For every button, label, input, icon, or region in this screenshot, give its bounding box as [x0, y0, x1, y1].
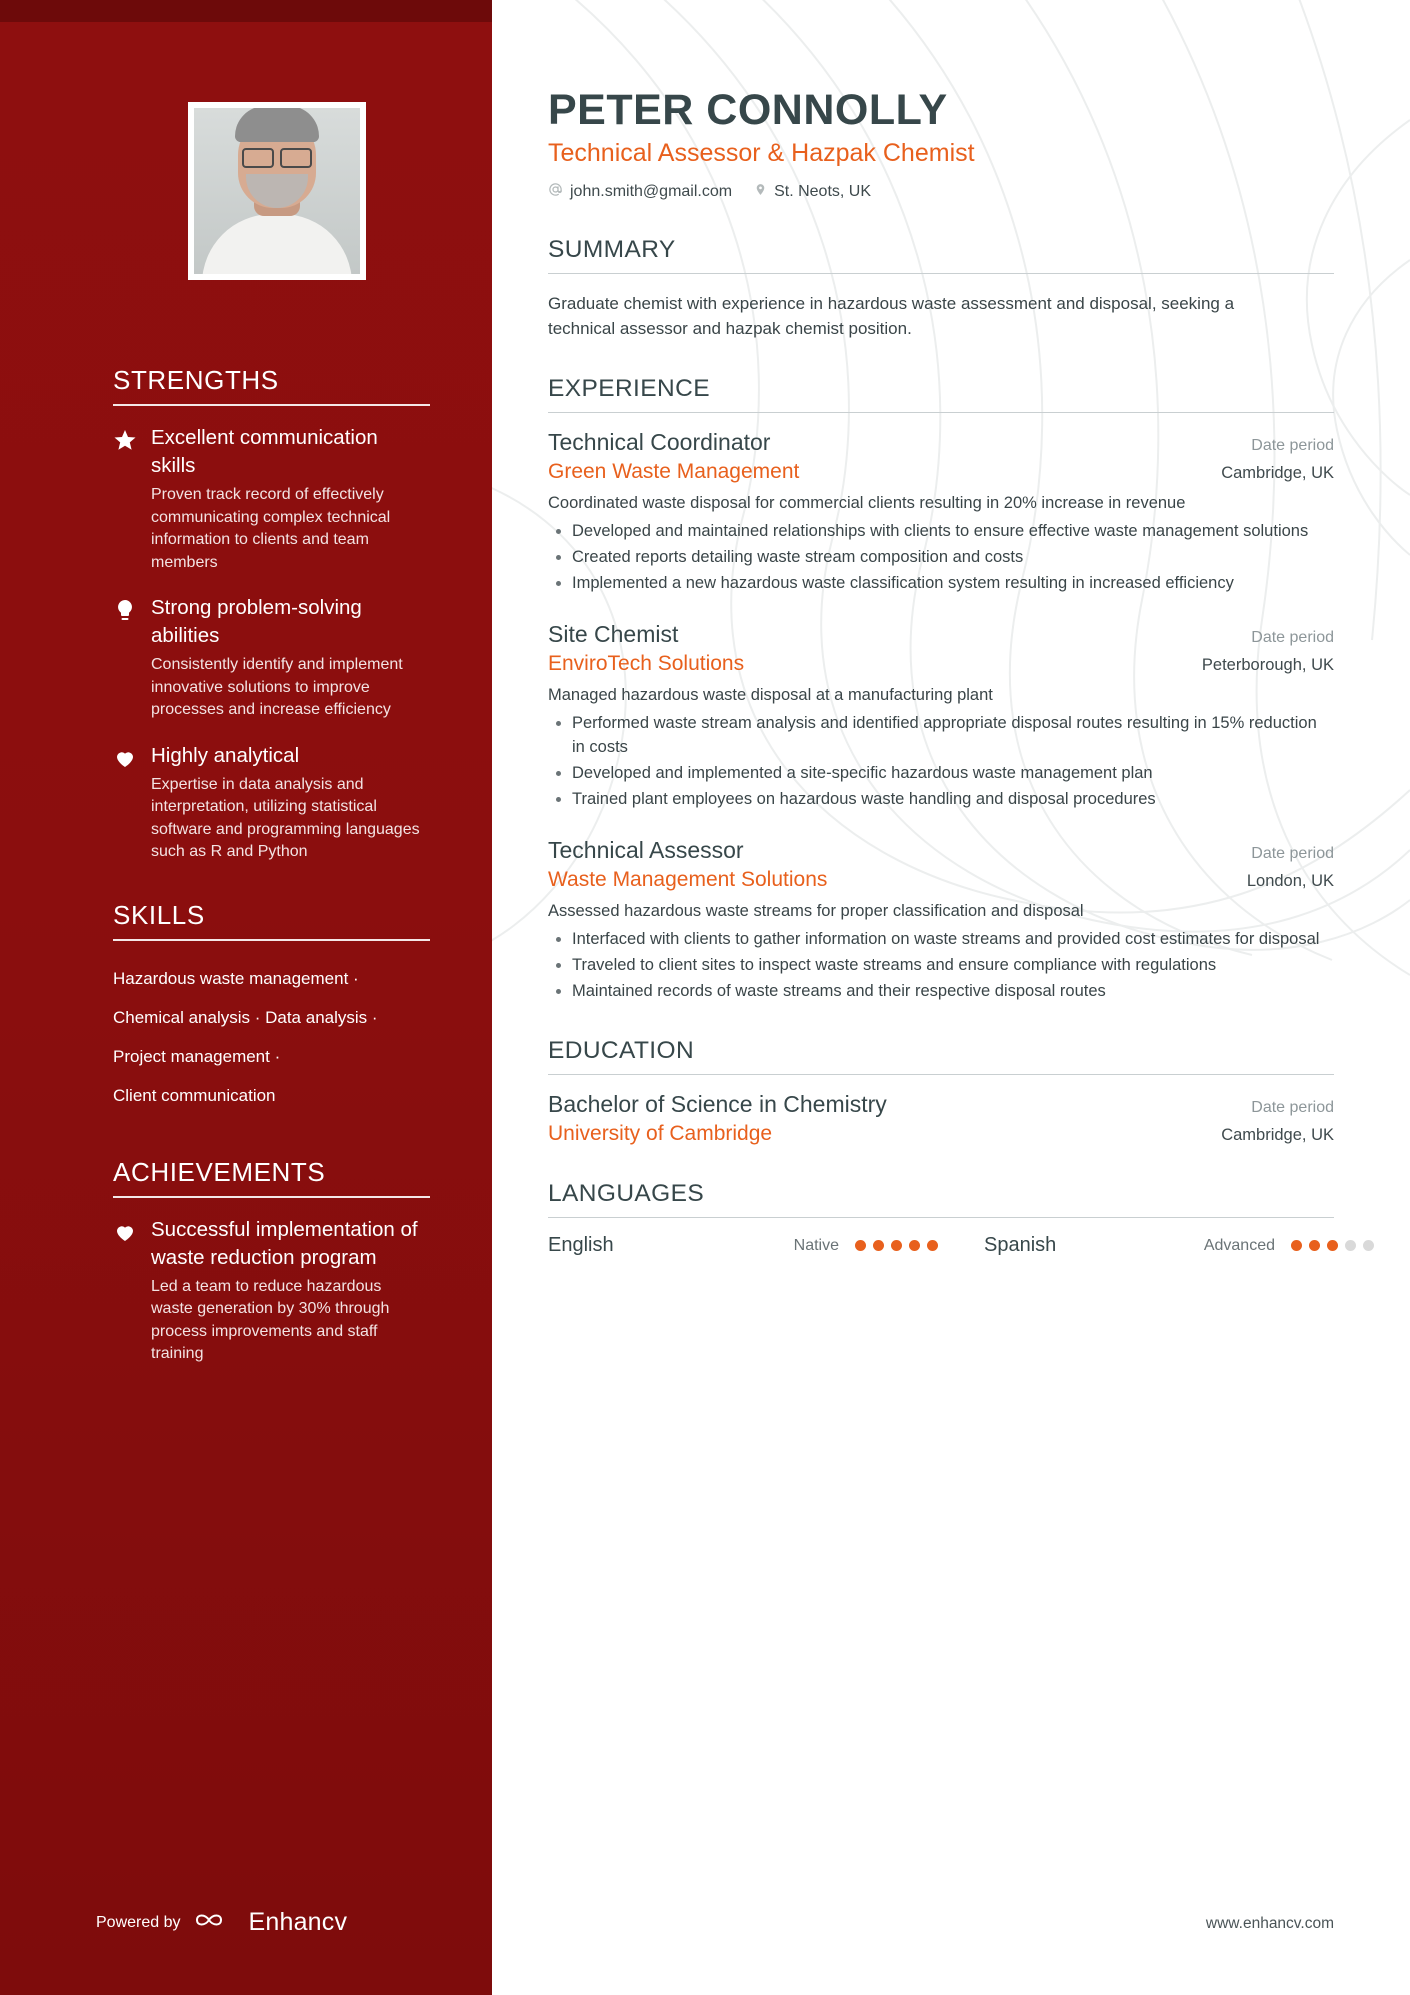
strengths-section	[0, 365, 492, 864]
language-name: English	[548, 1234, 614, 1257]
job-company: Waste Management Solutions	[548, 868, 828, 892]
achievements-section	[0, 1157, 492, 1366]
school-location: Cambridge, UK	[1221, 1126, 1334, 1145]
job-bullet: • Maintained records of waste streams and their respective disposal routes	[572, 979, 1334, 1003]
avatar-photo	[194, 108, 360, 274]
languages-row	[548, 1234, 1334, 1257]
job-bullet: • Traveled to client sites to inspect waste streams and ensure compliance with regulations	[572, 953, 1334, 977]
candidate-name: PETER CONNOLLY	[548, 86, 948, 134]
skill-line: Project management ·	[113, 1046, 281, 1066]
summary-text: Graduate chemist with experience in hazardous waste assessment and disposal, seeking a technical assessor and hazpak chemist position.	[548, 294, 1235, 339]
skills-section	[0, 900, 492, 1115]
job-company: Green Waste Management	[548, 460, 800, 484]
list-item	[113, 1216, 426, 1366]
skills-title: SKILLS	[113, 899, 205, 930]
powered-by	[96, 1908, 347, 1937]
experience-item	[548, 837, 1334, 1003]
skill-line: Chemical analysis · Data analysis ·	[113, 1007, 378, 1027]
strength-title: Highly analytical	[151, 743, 300, 767]
job-bullets	[548, 711, 1334, 811]
achievement-title: Successful implementation of waste reduction program	[151, 1217, 418, 1269]
page-title	[548, 88, 1334, 202]
language-level: Advanced	[1203, 1236, 1275, 1254]
contact-row	[548, 182, 1334, 202]
at-icon	[548, 182, 563, 202]
job-location: Cambridge, UK	[1221, 464, 1334, 483]
footer	[0, 1875, 1410, 1995]
experience-section	[548, 375, 1334, 1003]
list-item	[113, 424, 426, 574]
star-icon	[113, 424, 141, 574]
education-divider	[548, 1074, 1334, 1075]
job-bullets	[548, 927, 1334, 1003]
job-date: Date period	[1251, 845, 1334, 863]
languages-divider	[548, 1217, 1334, 1218]
map-pin-icon	[754, 182, 767, 202]
language-item	[548, 1234, 938, 1257]
language-rating	[1291, 1240, 1374, 1251]
list-item	[113, 742, 426, 864]
job-company: EnviroTech Solutions	[548, 652, 745, 676]
school-name: University of Cambridge	[548, 1122, 773, 1146]
skill-line: Hazardous waste management ·	[113, 968, 359, 988]
job-description: Assessed hazardous waste streams for proper classification and disposal	[548, 902, 1084, 921]
job-description: Coordinated waste disposal for commercial clients resulting in 20% increase in revenue	[548, 494, 1186, 513]
job-date: Date period	[1251, 437, 1334, 455]
experience-divider	[548, 412, 1334, 413]
avatar	[188, 102, 366, 280]
education-title: EDUCATION	[548, 1037, 695, 1065]
powered-by-label: Powered by	[96, 1913, 181, 1931]
summary-title: SUMMARY	[548, 236, 676, 264]
degree-date: Date period	[1251, 1099, 1334, 1117]
experience-item	[548, 429, 1334, 595]
job-location: Peterborough, UK	[1201, 656, 1334, 675]
language-name: Spanish	[984, 1234, 1057, 1257]
job-bullet: • Interfaced with clients to gather information on waste streams and provided cost estimates for disposal	[572, 927, 1334, 951]
skills-divider	[113, 939, 430, 941]
education-item	[548, 1091, 1334, 1146]
degree-title: Bachelor of Science in Chemistry	[548, 1091, 887, 1118]
email-text: john.smith@gmail.com	[570, 183, 733, 201]
job-bullets	[548, 519, 1334, 595]
strength-title: Excellent communication skills	[151, 426, 378, 477]
job-location: London, UK	[1246, 872, 1334, 891]
achievements-divider	[113, 1196, 430, 1198]
job-date: Date period	[1251, 629, 1334, 647]
brand-name: Enhancv	[248, 1908, 348, 1936]
heart-icon	[113, 742, 141, 864]
strength-title: Strong problem-solving abilities	[151, 596, 362, 647]
lightbulb-icon	[113, 594, 141, 722]
job-title: Technical Assessor	[548, 837, 744, 864]
job-bullet: • Created reports detailing waste stream composition and costs	[572, 545, 1334, 569]
location-contact	[754, 182, 871, 202]
candidate-role: Technical Assessor & Hazpak Chemist	[548, 139, 975, 168]
job-bullet: • Implemented a new hazardous waste classification system resulting in increased efficiency	[572, 571, 1334, 595]
job-bullet: • Trained plant employees on hazardous waste handling and disposal procedures	[572, 787, 1334, 811]
language-rating	[855, 1240, 938, 1251]
language-level: Native	[793, 1236, 839, 1254]
summary-divider	[548, 273, 1334, 274]
sidebar	[0, 0, 492, 1995]
enhancv-logo-icon	[193, 1908, 237, 1937]
strength-desc: Expertise in data analysis and interpretation, utilizing statistical software and programming languages such as R and Python	[151, 775, 420, 860]
experience-item	[548, 621, 1334, 811]
email-contact[interactable]	[548, 182, 732, 202]
glasses-icon	[242, 148, 312, 164]
summary-section	[548, 236, 1334, 341]
achievement-desc: Led a team to reduce hazardous waste generation by 30% through process improvements and staff training	[151, 1277, 390, 1362]
job-title: Technical Coordinator	[548, 429, 771, 456]
sidebar-top-accent	[0, 0, 492, 22]
heart-icon	[113, 1216, 141, 1366]
main-content	[492, 0, 1410, 1995]
job-title: Site Chemist	[548, 621, 679, 648]
job-bullet: • Developed and maintained relationships with clients to ensure effective waste management solutions	[572, 519, 1334, 543]
languages-title: LANGUAGES	[548, 1180, 705, 1208]
website-url[interactable]: www.enhancv.com	[1205, 1915, 1334, 1932]
languages-section	[548, 1180, 1334, 1257]
skill-line: Client communication	[113, 1085, 276, 1105]
skills-list	[113, 959, 426, 1115]
job-description: Managed hazardous waste disposal at a manufacturing plant	[548, 686, 993, 705]
strengths-divider	[113, 404, 430, 406]
strength-desc: Proven track record of effectively communicating complex technical information to clients and team members	[151, 486, 391, 571]
location-text: St. Neots, UK	[774, 183, 871, 201]
list-item	[113, 594, 426, 722]
education-section	[548, 1037, 1334, 1146]
strength-desc: Consistently identify and implement innovative solutions to improve processes and increase efficiency	[151, 656, 403, 718]
language-item	[984, 1234, 1374, 1257]
job-bullet: • Performed waste stream analysis and identified appropriate disposal routes resulting in 15% reduction in costs	[572, 711, 1334, 759]
job-bullet: • Developed and implemented a site-specific hazardous waste management plan	[572, 761, 1334, 785]
achievements-title: ACHIEVEMENTS	[113, 1156, 326, 1187]
strengths-title: STRENGTHS	[113, 365, 279, 395]
experience-title: EXPERIENCE	[548, 375, 710, 403]
